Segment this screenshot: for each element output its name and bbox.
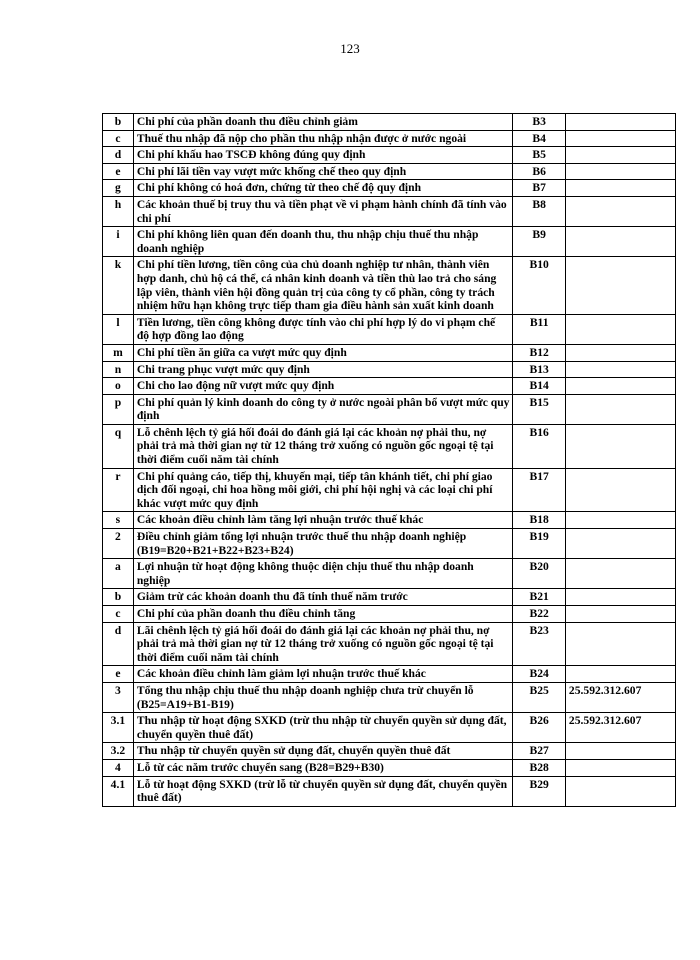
row-value-cell: [565, 130, 675, 147]
row-description-cell: Chi trang phục vượt mức quy định: [133, 361, 513, 378]
table-row: [103, 682, 676, 712]
table-row: [103, 589, 676, 606]
row-id-cell: i: [103, 227, 134, 257]
row-description-cell: Chi phí tiền ăn giữa ca vượt mức quy định: [133, 344, 513, 361]
row-id-cell: 3.1: [103, 713, 134, 743]
table-row: [103, 713, 676, 743]
row-description-cell: Chi phí quản lý kinh doanh do công ty ở nước ngoài phân bổ vượt mức quy định: [133, 394, 513, 424]
row-code-cell: B25: [513, 682, 565, 712]
table-row: [103, 512, 676, 529]
row-description-cell: Chi phí lãi tiền vay vượt mức khống chế theo quy định: [133, 163, 513, 180]
row-description-cell: Chi phí tiền lương, tiền công của chủ doanh nghiệp tư nhân, thành viên hợp danh, chủ hộ cá thể, cá nhân kinh doanh và tiền thù lao trả cho sáng lập viên, thành viên hội đồng quản trị của công ty cổ phần, công ty trách nhiệm hữu hạn không trực tiếp tham gia điều hành sản xuất kinh doanh: [133, 257, 513, 314]
row-value-cell: [565, 589, 675, 606]
row-value-cell: [565, 394, 675, 424]
table-row: [103, 180, 676, 197]
row-description-cell: Thuế thu nhập đã nộp cho phần thu nhập nhận được ở nước ngoài: [133, 130, 513, 147]
row-id-cell: b: [103, 114, 134, 131]
row-code-cell: B17: [513, 468, 565, 512]
table-row: [103, 424, 676, 468]
table-row: [103, 196, 676, 226]
row-id-cell: 3: [103, 682, 134, 712]
row-code-cell: B24: [513, 666, 565, 683]
row-description-cell: Chi phí của phần doanh thu điều chỉnh tăng: [133, 606, 513, 623]
row-description-cell: Lỗ từ hoạt động SXKD (trừ lỗ từ chuyển quyền sử dụng đất, chuyển quyền thuê đất): [133, 776, 513, 806]
row-id-cell: 3.2: [103, 743, 134, 760]
row-value-cell: [565, 468, 675, 512]
row-code-cell: B15: [513, 394, 565, 424]
table-row: [103, 743, 676, 760]
row-value-cell: [565, 344, 675, 361]
table-row: [103, 468, 676, 512]
row-id-cell: b: [103, 589, 134, 606]
row-value-cell: [565, 257, 675, 314]
row-code-cell: B11: [513, 314, 565, 344]
row-code-cell: B12: [513, 344, 565, 361]
row-code-cell: B28: [513, 759, 565, 776]
row-code-cell: B29: [513, 776, 565, 806]
table-row: [103, 361, 676, 378]
row-description-cell: Tổng thu nhập chịu thuế thu nhập doanh nghiệp chưa trừ chuyển lỗ (B25=A19+B1-B19): [133, 682, 513, 712]
row-value-cell: [565, 743, 675, 760]
row-code-cell: B19: [513, 529, 565, 559]
row-code-cell: B22: [513, 606, 565, 623]
row-code-cell: B7: [513, 180, 565, 197]
row-value-cell: [565, 424, 675, 468]
row-code-cell: B14: [513, 378, 565, 395]
row-id-cell: c: [103, 606, 134, 623]
row-value-cell: [565, 314, 675, 344]
row-description-cell: Chi cho lao động nữ vượt mức quy định: [133, 378, 513, 395]
row-id-cell: p: [103, 394, 134, 424]
table-row: [103, 344, 676, 361]
row-code-cell: B6: [513, 163, 565, 180]
row-code-cell: B18: [513, 512, 565, 529]
row-id-cell: 2: [103, 529, 134, 559]
row-description-cell: Lỗ từ các năm trước chuyển sang (B28=B29+B30): [133, 759, 513, 776]
table-row: [103, 147, 676, 164]
row-id-cell: 4.1: [103, 776, 134, 806]
row-code-cell: B4: [513, 130, 565, 147]
row-description-cell: Thu nhập từ hoạt động SXKD (trừ thu nhập từ chuyển quyền sử dụng đất, chuyển quyền thuê đất): [133, 713, 513, 743]
row-value-cell: [565, 361, 675, 378]
table-row: [103, 606, 676, 623]
row-description-cell: Lãi chênh lệch tỷ giá hối đoái do đánh giá lại các khoản nợ phải thu, nợ phải trả mà thời gian nợ từ 12 tháng trở xuống có nguồn gốc ngoại tệ tại thời điểm cuối năm tài chính: [133, 622, 513, 666]
row-id-cell: a: [103, 559, 134, 589]
page-number: 123: [340, 41, 360, 56]
row-code-cell: B16: [513, 424, 565, 468]
row-code-cell: B5: [513, 147, 565, 164]
row-code-cell: B21: [513, 589, 565, 606]
row-value-cell: [565, 378, 675, 395]
table-body: [103, 114, 676, 807]
table-row: [103, 130, 676, 147]
row-description-cell: Chi phí khấu hao TSCĐ không đúng quy định: [133, 147, 513, 164]
row-value-cell: [565, 622, 675, 666]
table-row: [103, 394, 676, 424]
row-value-cell: [565, 196, 675, 226]
row-id-cell: l: [103, 314, 134, 344]
row-code-cell: B23: [513, 622, 565, 666]
row-value-cell: [565, 529, 675, 559]
row-code-cell: B27: [513, 743, 565, 760]
row-description-cell: Điều chỉnh giảm tổng lợi nhuận trước thuế thu nhập doanh nghiệp (B19=B20+B21+B22+B23+B24): [133, 529, 513, 559]
row-description-cell: Chi phí của phần doanh thu điều chỉnh giảm: [133, 114, 513, 131]
table-row: [103, 257, 676, 314]
row-id-cell: e: [103, 163, 134, 180]
row-description-cell: Các khoản điều chỉnh làm tăng lợi nhuận trước thuế khác: [133, 512, 513, 529]
row-id-cell: c: [103, 130, 134, 147]
row-id-cell: o: [103, 378, 134, 395]
tax-adjustment-table: [102, 113, 676, 807]
row-id-cell: d: [103, 147, 134, 164]
row-code-cell: B13: [513, 361, 565, 378]
row-id-cell: q: [103, 424, 134, 468]
row-value-cell: [565, 559, 675, 589]
row-value-cell: [565, 606, 675, 623]
row-code-cell: B8: [513, 196, 565, 226]
row-description-cell: Chi phí không có hoá đơn, chứng từ theo chế độ quy định: [133, 180, 513, 197]
table-row: [103, 759, 676, 776]
row-id-cell: h: [103, 196, 134, 226]
row-value-cell: 25.592.312.607: [565, 682, 675, 712]
row-description-cell: Lỗ chênh lệch tỷ giá hối đoái do đánh giá lại các khoản nợ phải thu, nợ phải trả mà thời gian nợ từ 12 tháng trở xuống có nguồn gốc ngoại tệ tại thời điểm cuối năm tài chính: [133, 424, 513, 468]
table-row: [103, 227, 676, 257]
row-code-cell: B26: [513, 713, 565, 743]
row-value-cell: [565, 512, 675, 529]
table-row: [103, 378, 676, 395]
table-row: [103, 114, 676, 131]
row-id-cell: r: [103, 468, 134, 512]
row-value-cell: [565, 180, 675, 197]
row-id-cell: g: [103, 180, 134, 197]
row-value-cell: [565, 227, 675, 257]
table-row: [103, 666, 676, 683]
row-description-cell: Chi phí quảng cáo, tiếp thị, khuyến mại, tiếp tân khánh tiết, chi phí giao dịch đối ngoại, chi hoa hồng môi giới, chi phí hội nghị và các loại chi phí khác vượt mức quy định: [133, 468, 513, 512]
row-description-cell: Các khoản thuế bị truy thu và tiền phạt về vi phạm hành chính đã tính vào chi phí: [133, 196, 513, 226]
row-value-cell: [565, 114, 675, 131]
table-row: [103, 529, 676, 559]
row-id-cell: m: [103, 344, 134, 361]
row-id-cell: d: [103, 622, 134, 666]
table-row: [103, 163, 676, 180]
table-row: [103, 559, 676, 589]
row-value-cell: [565, 759, 675, 776]
row-value-cell: [565, 666, 675, 683]
row-value-cell: [565, 163, 675, 180]
table-row: [103, 314, 676, 344]
row-code-cell: B10: [513, 257, 565, 314]
table-row: [103, 622, 676, 666]
table-row: [103, 776, 676, 806]
row-code-cell: B3: [513, 114, 565, 131]
row-id-cell: e: [103, 666, 134, 683]
row-description-cell: Các khoản điều chỉnh làm giảm lợi nhuận trước thuế khác: [133, 666, 513, 683]
row-value-cell: [565, 776, 675, 806]
row-code-cell: B20: [513, 559, 565, 589]
row-id-cell: n: [103, 361, 134, 378]
row-description-cell: Lợi nhuận từ hoạt động không thuộc diện chịu thuế thu nhập doanh nghiệp: [133, 559, 513, 589]
row-description-cell: Thu nhập từ chuyển quyền sử dụng đất, chuyển quyền thuê đất: [133, 743, 513, 760]
row-id-cell: k: [103, 257, 134, 314]
row-description-cell: Giảm trừ các khoản doanh thu đã tính thuế năm trước: [133, 589, 513, 606]
row-id-cell: s: [103, 512, 134, 529]
row-code-cell: B9: [513, 227, 565, 257]
row-description-cell: Chi phí không liên quan đến doanh thu, thu nhập chịu thuế thu nhập doanh nghiệp: [133, 227, 513, 257]
row-value-cell: [565, 147, 675, 164]
row-id-cell: 4: [103, 759, 134, 776]
row-value-cell: 25.592.312.607: [565, 713, 675, 743]
row-description-cell: Tiền lương, tiền công không được tính vào chi phí hợp lý do vi phạm chế độ hợp đồng lao động: [133, 314, 513, 344]
